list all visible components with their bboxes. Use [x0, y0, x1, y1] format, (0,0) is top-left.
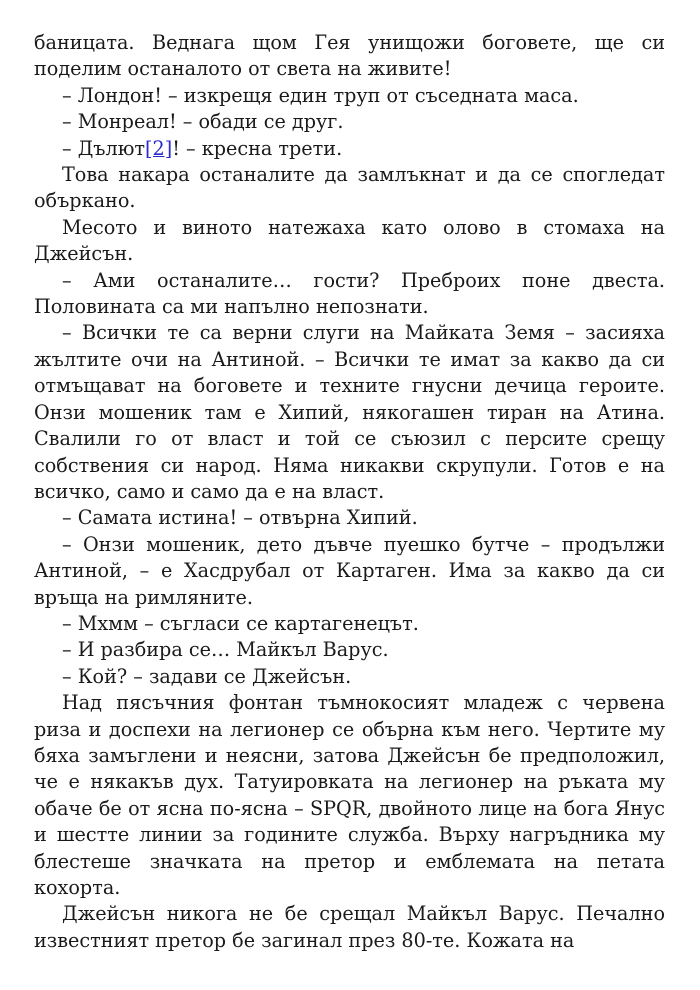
paragraph-6: Месото и виното натежаха като олово в стомаха на Джейсън. — [34, 215, 665, 266]
paragraph-11: – Мхмм – съгласи се картагенецът. — [62, 611, 419, 635]
paragraph-3: – Монреал! – обади се друг. — [62, 110, 344, 134]
footnote-link-2[interactable]: [2] — [145, 136, 173, 160]
paragraph-15: Джейсън никога не бе срещал Майкъл Варус. Печално известният претор бе загинал през 80-те. Кожата на — [34, 902, 665, 952]
paragraph-7: – Ами останалите… гости? Преброих поне двеста. Половината са ми напълно непознати. — [34, 268, 665, 319]
paragraph-2: – Лондон! – изкрещя един труп от съседната маса. — [62, 83, 579, 107]
paragraph-13: – Кой? – задави се Джейсън. — [62, 664, 352, 688]
paragraph-1: баницата. Веднага щом Гея унищожи боговете, ще си поделим останалото от света на живите! — [34, 31, 665, 81]
paragraph-9: – Самата истина! – отвърна Хипий. — [62, 506, 418, 530]
paragraph-4-end: ! – кресна трети. — [172, 136, 343, 160]
paragraph-8: – Всички те са верни слуги на Майката Земя – засияха жълтите очи на Антиной. – Всички те имат за какво да си отмъщават на боговете и техните гнусни дечица героите. Онзи мошеник там е Хипий, някогашен тиран на Атина. Свалили го от власт и той се съюзил с персите срещу собствения си народ. Няма никакви скрупули. Готов е на всичко, само и само да е на власт. — [34, 321, 665, 503]
paragraph-4-start: – Дълют — [62, 136, 146, 160]
paragraph-5: Това накара останалите да замлъкнат и да се спогледат объркано. — [34, 163, 665, 213]
paragraph-12: – И разбира се… Майкъл Варус. — [62, 638, 389, 662]
paragraph-10: – Онзи мошеник, дето дъвче пуешко бутче – продължи Антиной, – е Хасдрубал от Картаген. Има за какво да си връща на римляните. — [34, 532, 665, 609]
paragraph-14: Над пясъчния фонтан тъмнокосият младеж с червена риза и доспехи на легионер се обърна към него. Чертите му бяха замъглени и неясни, затова Джейсън бе предположил, че е някакъв дух. Татуировката на легионер на ръката му обаче бе от ясна по-ясна – SPQR, двойното лице на бога Янус и шестте линии за годините служба. Върху нагръдника му блестеше значката на претор и емблемата на петата кохорта. — [34, 691, 665, 899]
paragraph-4 — [34, 136, 665, 162]
